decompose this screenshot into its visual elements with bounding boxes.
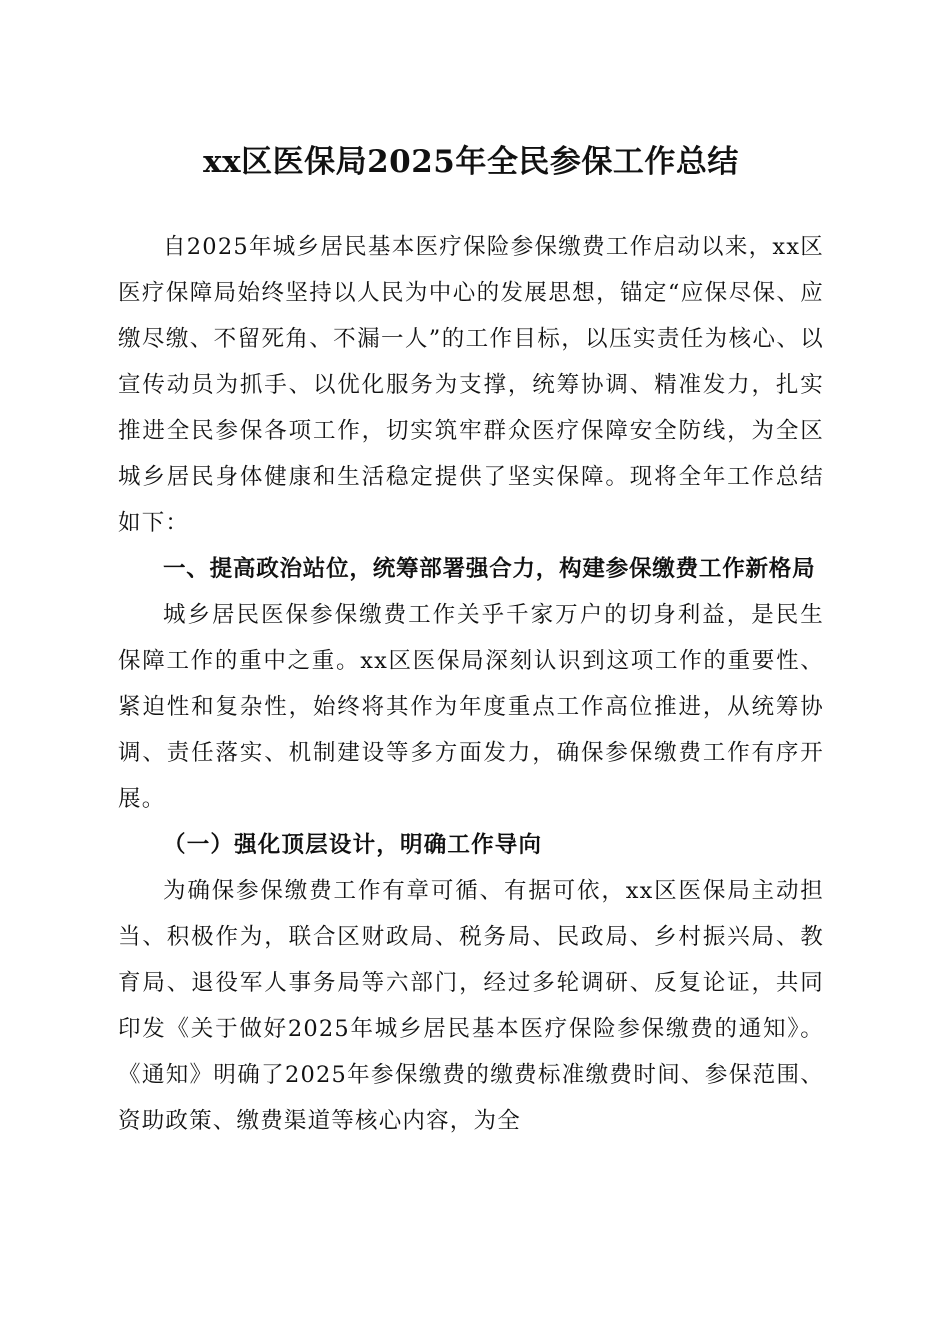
document-body (118, 134, 824, 1144)
section-heading-1: 一、提高政治站位，统筹部署强合力，构建参保缴费工作新格局 (163, 556, 816, 582)
subsection-heading-1: （一）强化顶层设计，明确工作导向 (163, 832, 543, 858)
subsection-1-paragraph: 为确保参保缴费工作有章可循、有据可依，xx区医保局主动担当、积极作为，联合区财政局、税务局、民政局、乡村振兴局、教育局、退役军人事务局等六部门，经过多轮调研、反复论证，共同印发《关于做好2025年城乡居民基本医疗保险参保缴费的通知》。《通知》明确了2025年参保缴费的缴费标准缴费时间、参保范围、资助政策、缴费渠道等核心内容，为全 (118, 878, 824, 1134)
page-title: xx区医保局2025年全民参保工作总结 (203, 144, 739, 180)
intro-paragraph: 自2025年城乡居民基本医疗保险参保缴费工作启动以来，xx区医疗保障局始终坚持以人民为中心的发展思想，锚定“应保尽保、应缴尽缴、不留死角、不漏一人”的工作目标，以压实责任为核心、以宣传动员为抓手、以优化服务为支撑，统筹协调、精准发力，扎实推进全民参保各项工作，切实筑牢群众医疗保障安全防线，为全区城乡居民身体健康和生活稳定提供了坚实保障。现将全年工作总结如下： (118, 234, 824, 536)
section-1-paragraph: 城乡居民医保参保缴费工作关乎千家万户的切身利益，是民生保障工作的重中之重。xx区医保局深刻认识到这项工作的重要性、紧迫性和复杂性，始终将其作为年度重点工作高位推进，从统筹协调、责任落实、机制建设等多方面发力，确保参保缴费工作有序开展。 (118, 602, 824, 812)
